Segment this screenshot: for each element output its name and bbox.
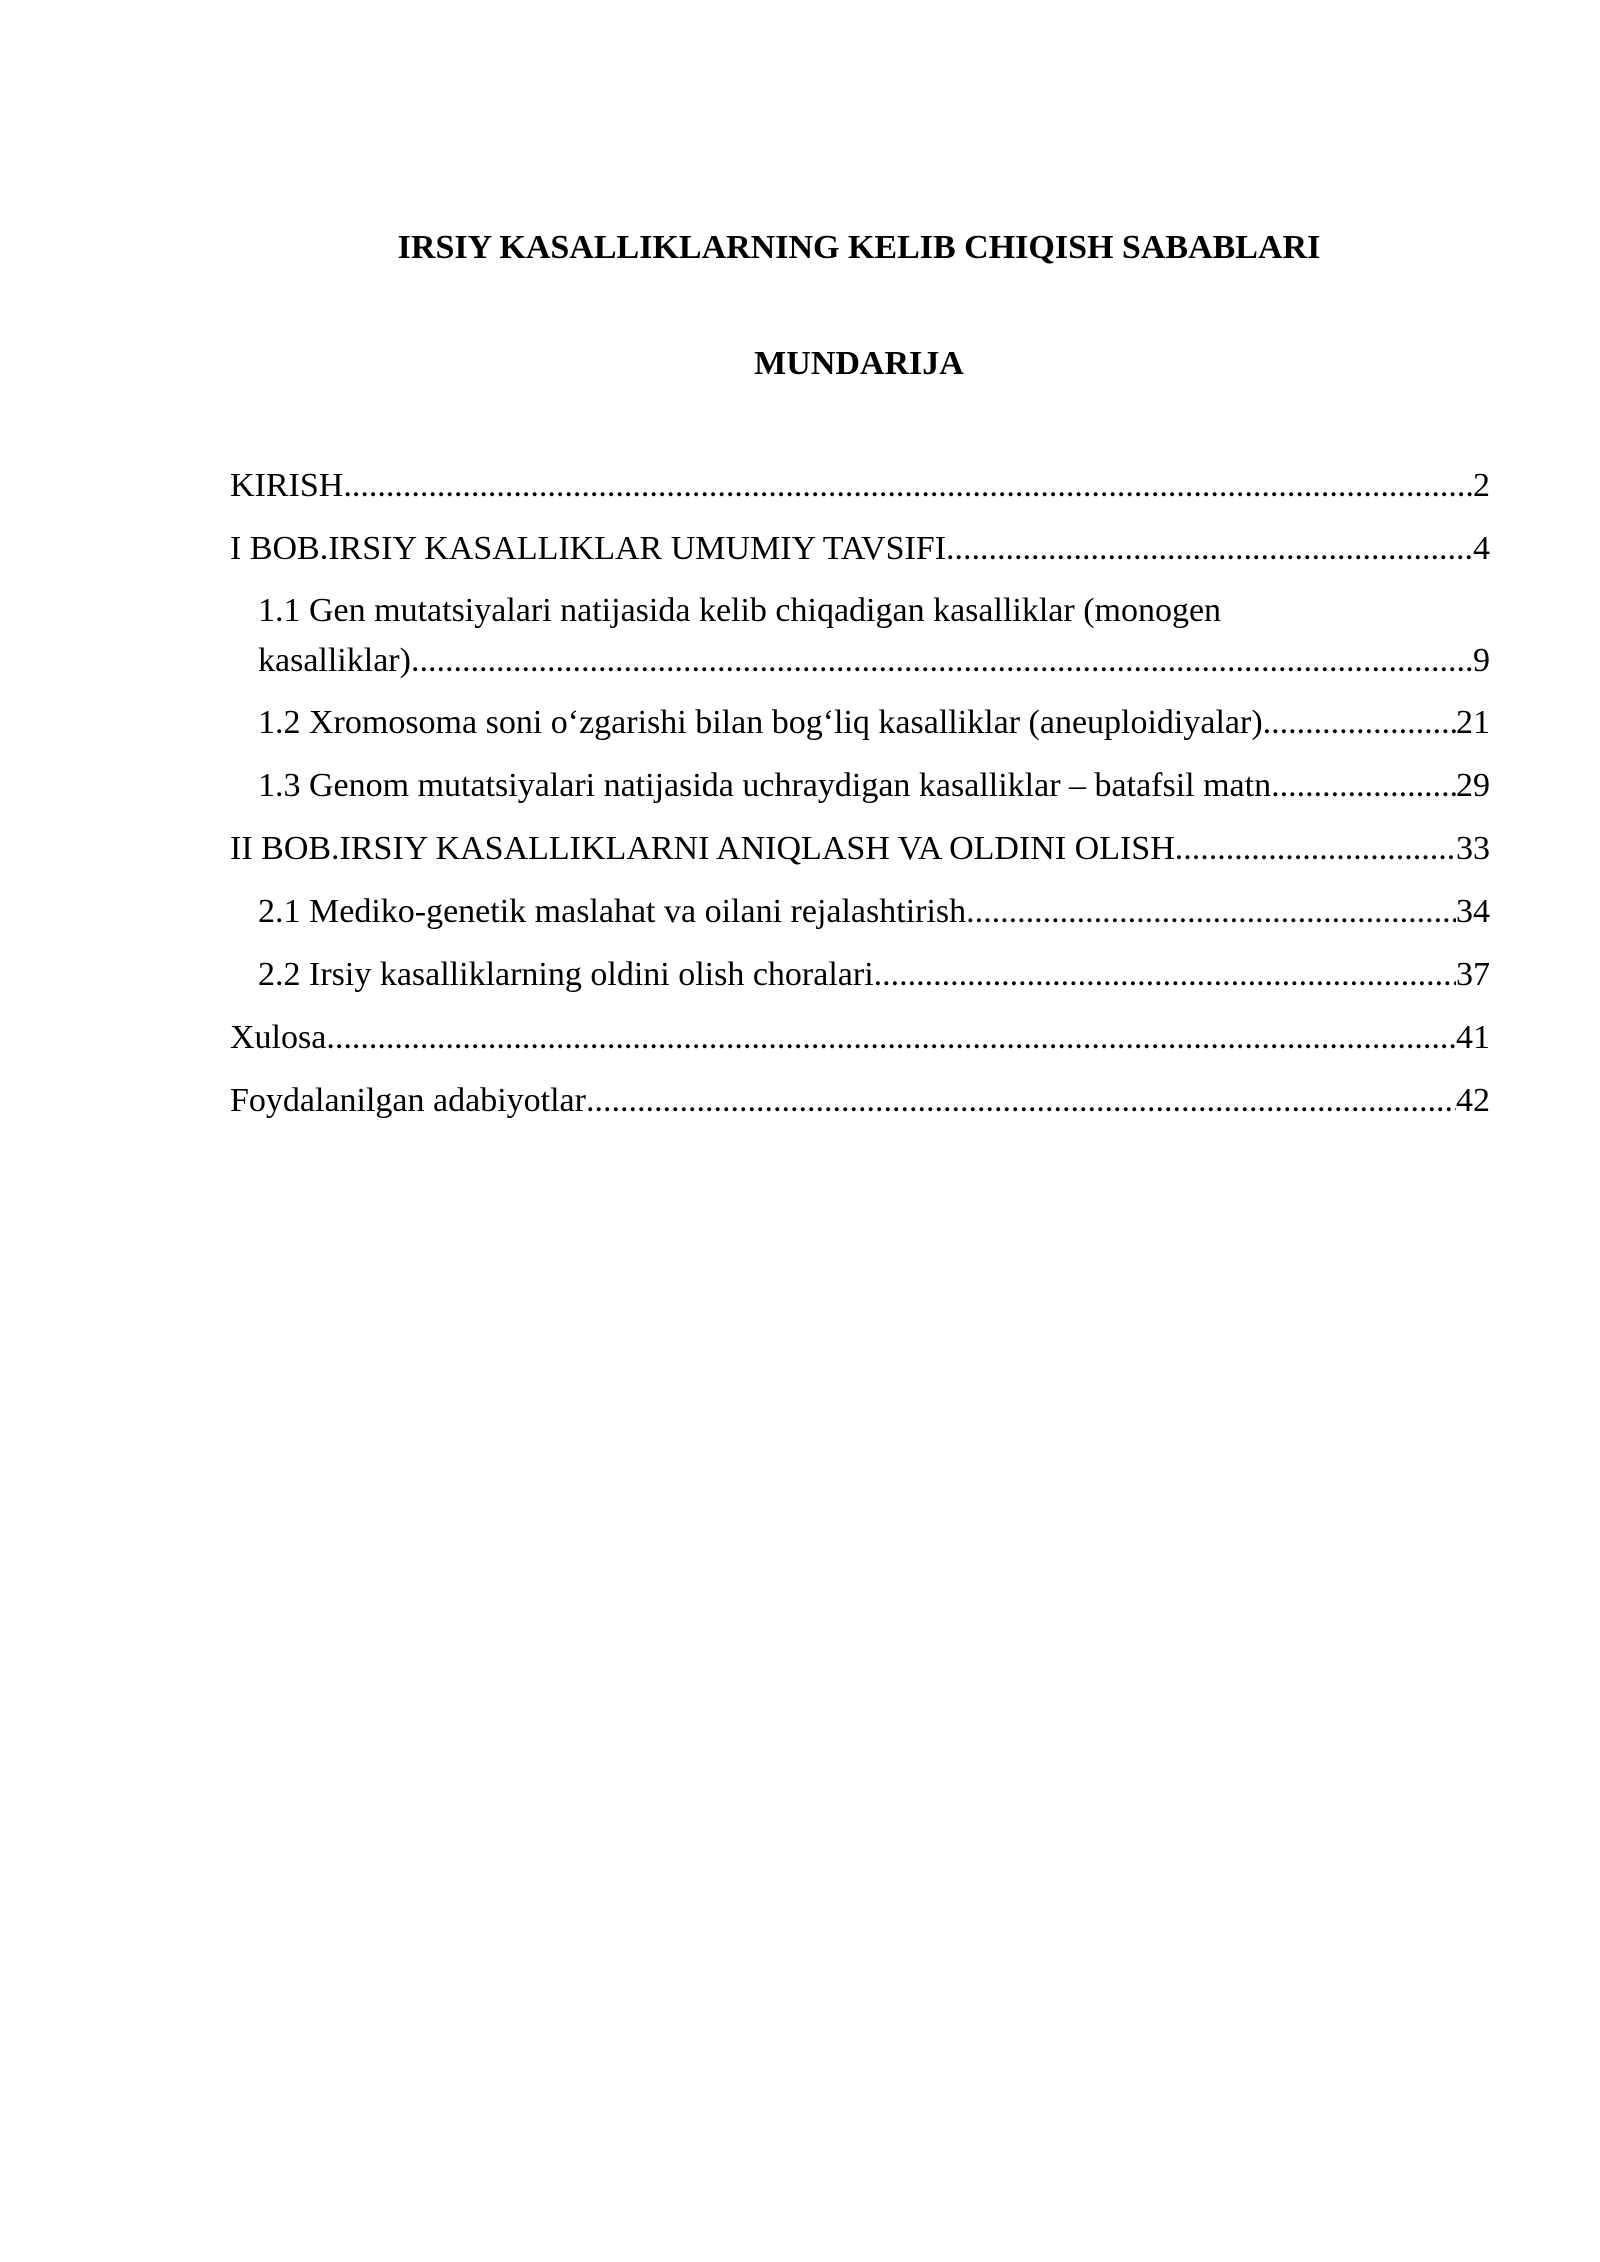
toc-page-number: 42: [1456, 1082, 1490, 1119]
toc-entry-chapter-2[interactable]: [230, 824, 1490, 874]
toc-entry-references[interactable]: [230, 1076, 1490, 1126]
toc-entry-label: Foydalanilgan adabiyotlar: [230, 1082, 586, 1119]
toc-entry-label: 1.3 Genom mutatsiyalari natijasida uchraydigan kasalliklar – batafsil matn: [258, 767, 1272, 804]
toc-entry-label: I BOB.IRSIY KASALLIKLAR UMUMIY TAVSIFI: [230, 530, 947, 567]
toc-entry-section-2-1[interactable]: [258, 887, 1490, 937]
toc-entry-section-1-1[interactable]: [258, 586, 1490, 686]
toc-entry-label-line2: kasalliklar): [258, 642, 411, 679]
toc-page-number: 33: [1456, 830, 1490, 867]
toc-entry-section-2-2[interactable]: [258, 950, 1490, 1000]
toc-heading: MUNDARIJA: [754, 345, 964, 382]
toc-page-number: 21: [1456, 704, 1490, 741]
toc-entry-kirish[interactable]: [230, 461, 1490, 511]
document-title: IRSIY KASALLIKLARNING KELIB CHIQISH SABABLARI: [397, 229, 1321, 266]
toc-page-number: 41: [1456, 1019, 1490, 1056]
toc-entry-label: KIRISH: [230, 467, 344, 504]
toc-entry-label: 2.2 Irsiy kasalliklarning oldini olish choralari: [258, 956, 874, 993]
toc-entry-chapter-1[interactable]: [230, 524, 1490, 574]
toc-page-number: 4: [1473, 530, 1490, 567]
toc-page-number: 2: [1473, 467, 1490, 504]
toc-entry-label: Xulosa: [230, 1019, 327, 1056]
toc-page-number: 37: [1456, 956, 1490, 993]
toc-entry-label: II BOB.IRSIY KASALLIKLARNI ANIQLASH VA OLDINI OLISH: [230, 830, 1175, 867]
dot-leader: [966, 887, 1456, 937]
dot-leader: [1175, 824, 1456, 874]
dot-leader: [946, 524, 1473, 574]
toc-entry-label: 1.2 Xromosoma soni o‘zgarishi bilan bog‘liq kasalliklar (aneuploidiyalar): [258, 704, 1263, 741]
toc-entry-label: 1.1 Gen mutatsiyalari natijasida kelib chiqadigan kasalliklar (monogen: [258, 592, 1222, 629]
dot-leader: [874, 950, 1456, 1000]
dot-leader: [1263, 698, 1456, 748]
toc-entry-xulosa[interactable]: [230, 1013, 1490, 1063]
toc-entry-continuation: [258, 636, 1490, 686]
toc-entry-section-1-2[interactable]: [258, 698, 1490, 748]
toc-page-number: 9: [1473, 642, 1490, 679]
dot-leader: [326, 1013, 1456, 1063]
dot-leader: [411, 636, 1473, 686]
toc-page-number: 34: [1456, 893, 1490, 930]
dot-leader: [343, 461, 1473, 511]
toc-page-number: 29: [1456, 767, 1490, 804]
dot-leader: [1271, 761, 1456, 811]
toc-entry-section-1-3[interactable]: [258, 761, 1490, 811]
toc-entry-label: 2.1 Mediko-genetik maslahat va oilani rejalashtirish: [258, 893, 967, 930]
dot-leader: [586, 1076, 1456, 1126]
